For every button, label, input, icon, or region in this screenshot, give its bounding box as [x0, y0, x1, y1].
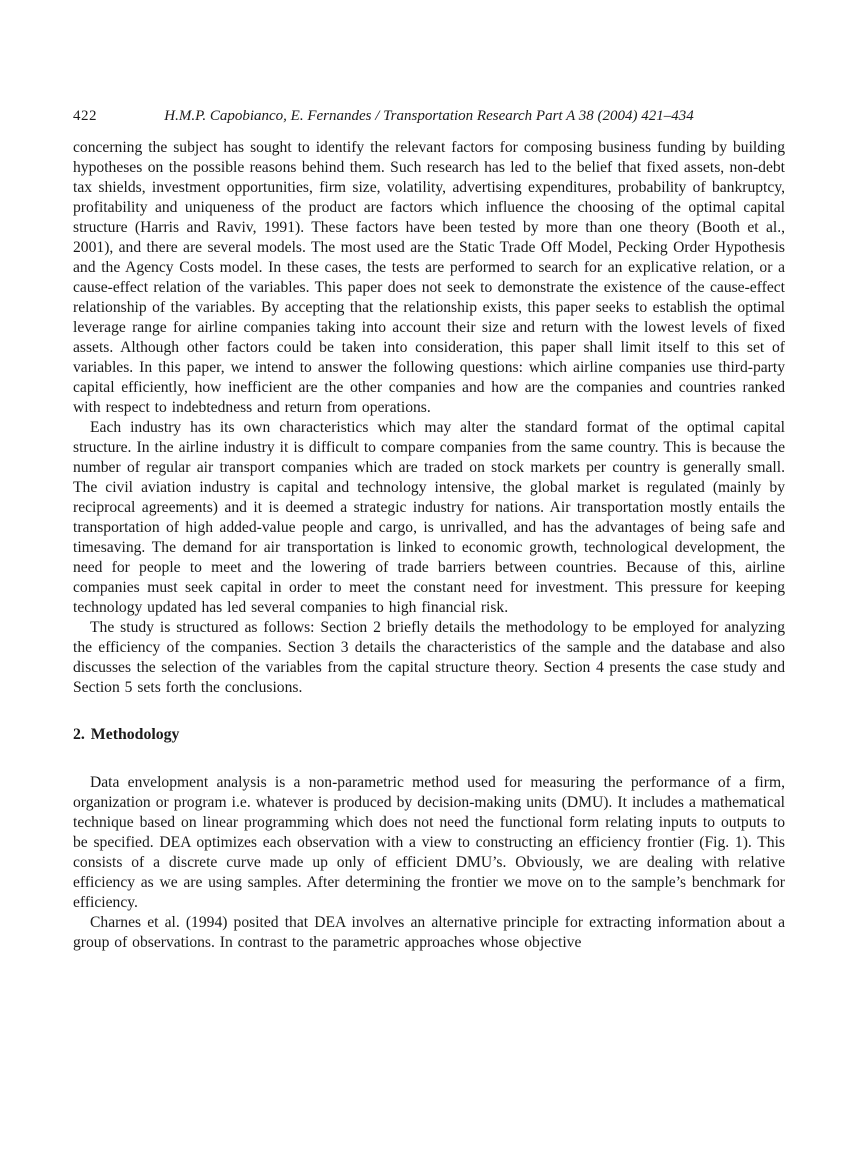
page-number: 422 — [73, 108, 97, 124]
paragraph: Each industry has its own characteristics which may alter the standard format of the optimal capital structure. In the airline industry it is difficult to compare companies from the same country. This is because the number of regular air transport companies which are traded on stock markets per country is generally small. The civil aviation industry is capital and technology intensive, the global market is regulated (mainly by reciprocal agreements) and it is deemed a strategic industry for nations. Air transportation mostly entails the transportation of high added-value people and cargo, is unrivalled, and has the advantages of being safe and timesaving. The demand for air transportation is linked to economic growth, technological development, the need for people to meet and the lowering of trade barriers between countries. Because of this, airline companies must seek capital in order to meet the constant need for investment. This pressure for keeping technology updated has led several companies to high financial risk. — [73, 419, 785, 616]
body-text — [73, 138, 785, 953]
page-header — [73, 108, 785, 125]
page-content — [73, 108, 785, 953]
running-title: H.M.P. Capobianco, E. Fernandes / Transportation Research Part A 38 (2004) 421–434 — [164, 108, 694, 124]
paragraph: concerning the subject has sought to identify the relevant factors for composing business funding by building hypotheses on the possible reasons behind them. Such research has led to the belief that fixed assets, non-debt tax shields, investment opportunities, firm size, volatility, advertising expenditures, probability of bankruptcy, profitability and uniqueness of the product are factors which influence the choosing of the optimal capital structure (Harris and Raviv, 1991). These factors have been tested by more than one theory (Booth et al., 2001), and there are several models. The most used are the Static Trade Off Model, Pecking Order Hypothesis and the Agency Costs model. In these cases, the tests are performed to search for an explicative relation, or a cause-effect relation of the variables. This paper does not seek to demonstrate the existence of the cause-effect relationship of the variables. By accepting that the relationship exists, this paper seeks to establish the optimal leverage range for airline companies taking into account their size and return with the lowest levels of fixed assets. Although other factors could be taken into consideration, this paper shall limit itself to this set of variables. In this paper, we intend to answer the following questions: which airline companies use third-party capital efficiently, how inefficient are the other companies and how are the companies and countries ranked with respect to indebtedness and return from operations. — [73, 139, 785, 416]
paragraph: Charnes et al. (1994) posited that DEA involves an alternative principle for extracting information about a group of observations. In contrast to the parametric approaches whose objective — [73, 914, 785, 951]
section-heading: 2. Methodology — [73, 726, 180, 743]
paragraph: The study is structured as follows: Section 2 briefly details the methodology to be employed for analyzing the efficiency of the companies. Section 3 details the characteristics of the sample and the database and also discusses the selection of the variables from the capital structure theory. Section 4 presents the case study and Section 5 sets forth the conclusions. — [73, 619, 785, 696]
paragraph: Data envelopment analysis is a non-parametric method used for measuring the performance of a firm, organization or program i.e. whatever is produced by decision-making units (DMU). It includes a mathematical technique based on linear programming which does not need the functional form relating inputs to outputs to be specified. DEA optimizes each observation with a view to constructing an efficiency frontier (Fig. 1). This consists of a discrete curve made up only of efficient DMU’s. Obviously, we are dealing with relative efficiency as we are using samples. After determining the frontier we move on to the sample’s benchmark for efficiency. — [73, 774, 785, 911]
